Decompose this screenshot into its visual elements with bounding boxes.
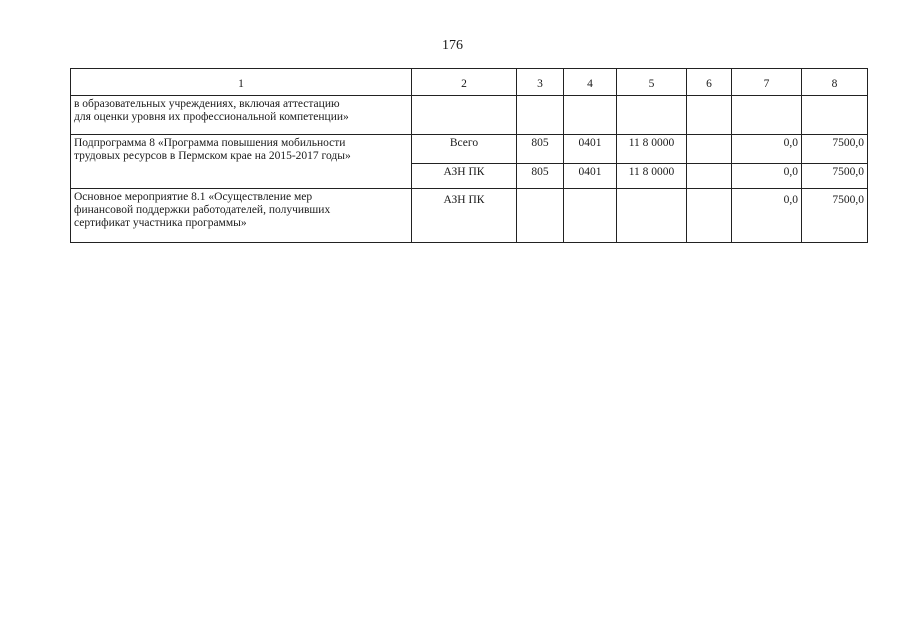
code-cell: 805 xyxy=(517,135,564,164)
section-cell xyxy=(564,96,617,135)
amount-cell xyxy=(732,96,802,135)
budget-table xyxy=(70,68,868,243)
amount-cell: 7500,0 xyxy=(802,135,868,164)
section-cell: 0401 xyxy=(564,164,617,189)
table-row xyxy=(71,135,868,164)
amount-cell: 0,0 xyxy=(732,164,802,189)
code-cell xyxy=(517,96,564,135)
row-name-line: трудовых ресурсов в Пермском крае на 2015-2017 годы» xyxy=(74,150,351,162)
table-row xyxy=(71,189,868,243)
section-cell: 0401 xyxy=(564,135,617,164)
target-article-cell xyxy=(617,189,687,243)
column-header: 3 xyxy=(517,69,564,96)
recipient-cell xyxy=(412,96,517,135)
target-article-cell: 11 8 0000 xyxy=(617,164,687,189)
column-header: 4 xyxy=(564,69,617,96)
amount-cell: 0,0 xyxy=(732,135,802,164)
row-name-line: в образовательных учреждениях, включая аттестацию xyxy=(74,98,340,110)
row-name-line: Основное мероприятие 8.1 «Осуществление мер xyxy=(74,191,313,203)
expense-type-cell xyxy=(687,189,732,243)
row-name-line: Подпрограмма 8 «Программа повышения мобильности xyxy=(74,137,346,149)
amount-cell: 7500,0 xyxy=(802,164,868,189)
amount-cell xyxy=(802,96,868,135)
page-number: 176 xyxy=(442,38,463,53)
row-name-line: для оценки уровня их профессиональной компетенции» xyxy=(74,111,349,123)
amount-cell: 7500,0 xyxy=(802,189,868,243)
code-cell xyxy=(517,189,564,243)
row-name-line: сертификат участника программы» xyxy=(74,217,247,229)
target-article-cell: 11 8 0000 xyxy=(617,135,687,164)
row-name-cell xyxy=(71,135,412,189)
row-name-line: финансовой поддержки работодателей, получивших xyxy=(74,204,331,216)
code-cell: 805 xyxy=(517,164,564,189)
section-cell xyxy=(564,189,617,243)
column-header: 1 xyxy=(71,69,412,96)
table-row xyxy=(71,96,868,135)
recipient-cell: АЗН ПК xyxy=(412,164,517,189)
target-article-cell xyxy=(617,96,687,135)
column-header: 6 xyxy=(687,69,732,96)
expense-type-cell xyxy=(687,164,732,189)
column-header: 2 xyxy=(412,69,517,96)
column-header: 8 xyxy=(802,69,868,96)
row-name-cell xyxy=(71,189,412,243)
column-header: 5 xyxy=(617,69,687,96)
expense-type-cell xyxy=(687,96,732,135)
header-row xyxy=(71,69,868,96)
expense-type-cell xyxy=(687,135,732,164)
amount-cell: 0,0 xyxy=(732,189,802,243)
row-name-cell xyxy=(71,96,412,135)
recipient-cell: Всего xyxy=(412,135,517,164)
recipient-cell: АЗН ПК xyxy=(412,189,517,243)
column-header: 7 xyxy=(732,69,802,96)
